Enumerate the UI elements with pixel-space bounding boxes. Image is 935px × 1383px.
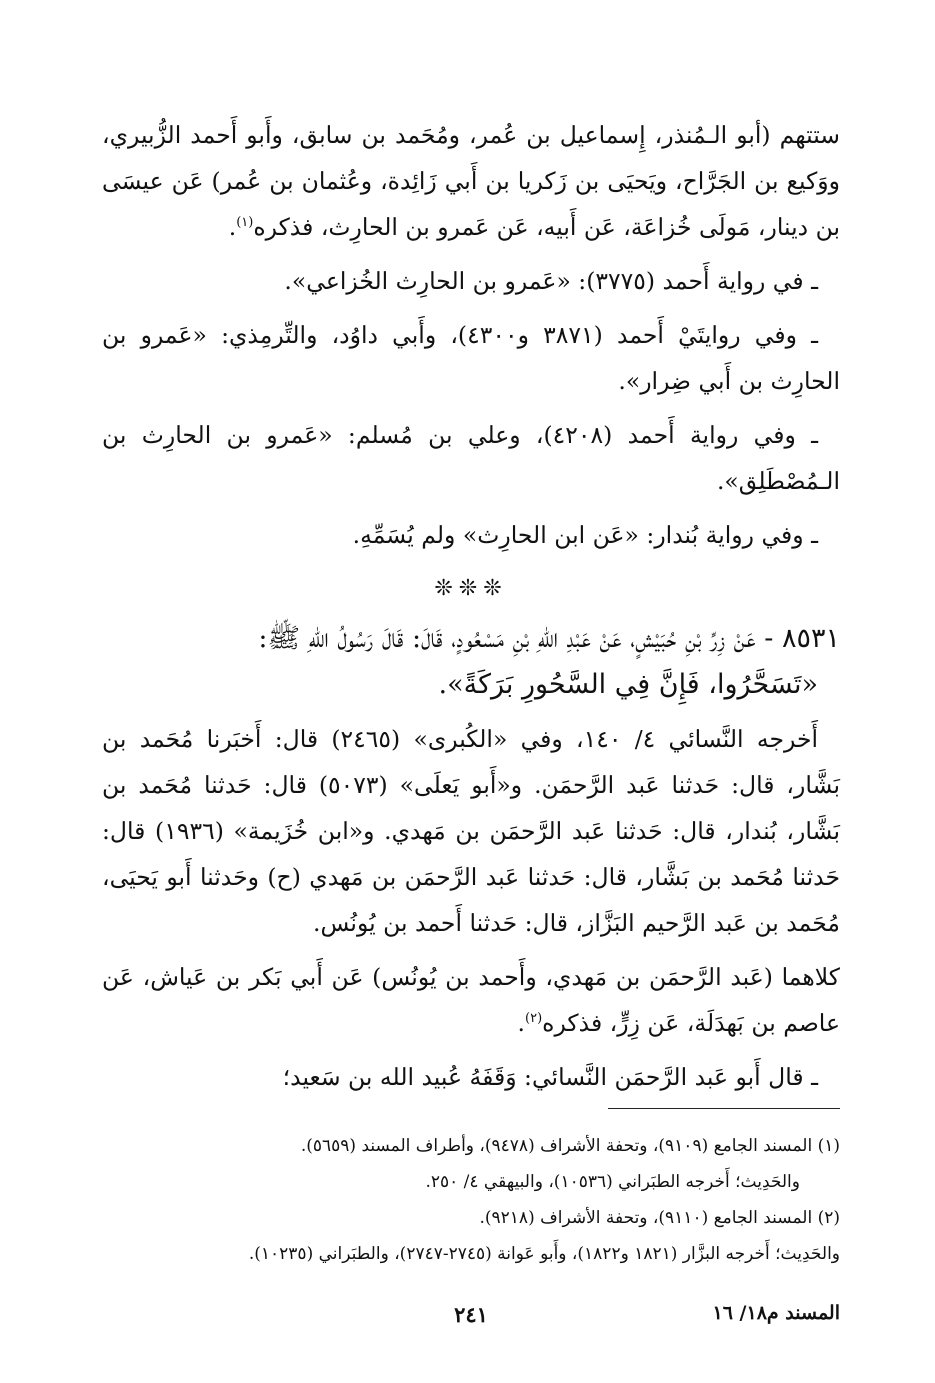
- volume-signature: المسند م١٨/ ١٦: [712, 1302, 840, 1324]
- paragraph-variant: ـ وفي رواية أَحمد (٤٢٠٨)، وعلي بن مُسلم: «عَمرو بن الحارِث بن الـمُصْطَلِق».: [102, 421, 840, 495]
- footnote-divider: [608, 1108, 840, 1109]
- paragraph-takhrij: كلاهما (عَبد الرَّحمَن بن مَهدي، وأَحمد بن يُونُس) عَن أَبي بَكر بن عَياش، عَن عاصم بن بَهدَلَة، عَن زِرٍّ، فذكره$^{(٢)}$.: [102, 963, 840, 1037]
- footnote-marker-2[interactable]: (٢): [525, 1011, 543, 1027]
- paragraph-variant: ـ وفي روايتَيْ أَحمد (٣٨٧١ و٤٣٠٠)، وأَبي داوُد، والتِّرمِذي: «عَمرو بن الحارِث بن أَبي ضِرار».: [102, 321, 840, 395]
- footnote-1: (١) المسند الجامع (٩١٠٩)، وتحفة الأشراف (٩٤٧٨)، وأطراف المسند (٥٦٥٩).: [300, 1136, 840, 1156]
- section-separator-stars: ❊❊❊: [434, 576, 508, 601]
- hadith-text: «تَسَحَّرُوا، فَإِنَّ فِي السَّحُورِ بَرَكَةً».: [438, 669, 818, 700]
- footnote-2: (٢) المسند الجامع (٩١١٠)، وتحفة الأشراف (٩٢١٨).: [479, 1208, 840, 1228]
- main-text: [102, 112, 840, 1108]
- page-footer: [102, 1302, 840, 1342]
- paragraph-isnad: ستتهم (أبو الـمُنذر، إِسماعيل بن عُمر، ومُحَمد بن سابق، وأَبو أَحمد الزُّبيري، ووَكيع بن الجَرَّاح، ويَحيَى بن زَكريا بن أَبي زَائِدة، وعُثمان بن عُمر) عَن عيسَى بن دينار، مَولَى خُزاعَة، عَن أَبيه، عَن عَمرو بن الحارِث، فذكره$^{(١)}$.: [102, 121, 840, 241]
- paragraph-takhrij: أَخرجه النَّسائي ٤/ ١٤٠، وفي «الكُبرى» (٢٤٦٥) قال: أَخبَرنا مُحَمد بن بَشَّار، قال: حَدثنا عَبد الرَّحمَن. و«أَبو يَعلَى» (٥٠٧٣) قال: حَدثنا مُحَمد بن بَشَّار، بُندار، قال: حَدثنا عَبد الرَّحمَن بن مَهدي. و«ابن خُزَيمة» (١٩٣٦) قال: حَدثنا مُحَمد بن بَشَّار، قال: حَدثنا عَبد الرَّحمَن بن مَهدي (ح) وحَدثنا أَبو يَحيَى، مُحَمد بن عَبد الرَّحيم البَزَّاز، قال: حَدثنا أَحمد بن يُونُس.: [102, 725, 840, 937]
- page-number: ٢٤١: [454, 1302, 488, 1327]
- footnote-2-continued: والحَدِيث؛ أَخرجه البزَّار (١٨٢١ و١٨٢٢)، وأَبو عَوانة (٢٧٤٥-٢٧٤٧)، والطبَراني (١٠٢٣٥).: [248, 1244, 840, 1264]
- paragraph-variant: ـ وفي رواية بُندار: «عَن ابن الحارِث» ولم يُسَمِّهِ.: [352, 521, 818, 549]
- footnote-1-continued: والحَدِيث؛ أَخرجه الطبَراني (١٠٥٣٦)، والبيهقي ٤/ ٢٥٠.: [425, 1172, 800, 1192]
- hadith-heading: ٨٥٣١ - عَنْ زِرِّ بْنِ حُبَيْشٍ، عَنْ عَبْدِ اللهِ بْنِ مَسْعُودٍ، قَالَ: قَالَ رَسُولُ اللهِ ﷺ:: [258, 623, 840, 654]
- paragraph-variant: ـ في رواية أَحمد (٣٧٧٥): «عَمرو بن الحارِث الخُزاعي».: [284, 267, 818, 295]
- paragraph-note: ـ قال أَبو عَبد الرَّحمَن النَّسائي: وَقَفَهُ عُبيد الله بن سَعيد؛: [282, 1063, 818, 1091]
- footnotes: [102, 1128, 840, 1272]
- footnote-marker-1[interactable]: (١): [236, 215, 254, 231]
